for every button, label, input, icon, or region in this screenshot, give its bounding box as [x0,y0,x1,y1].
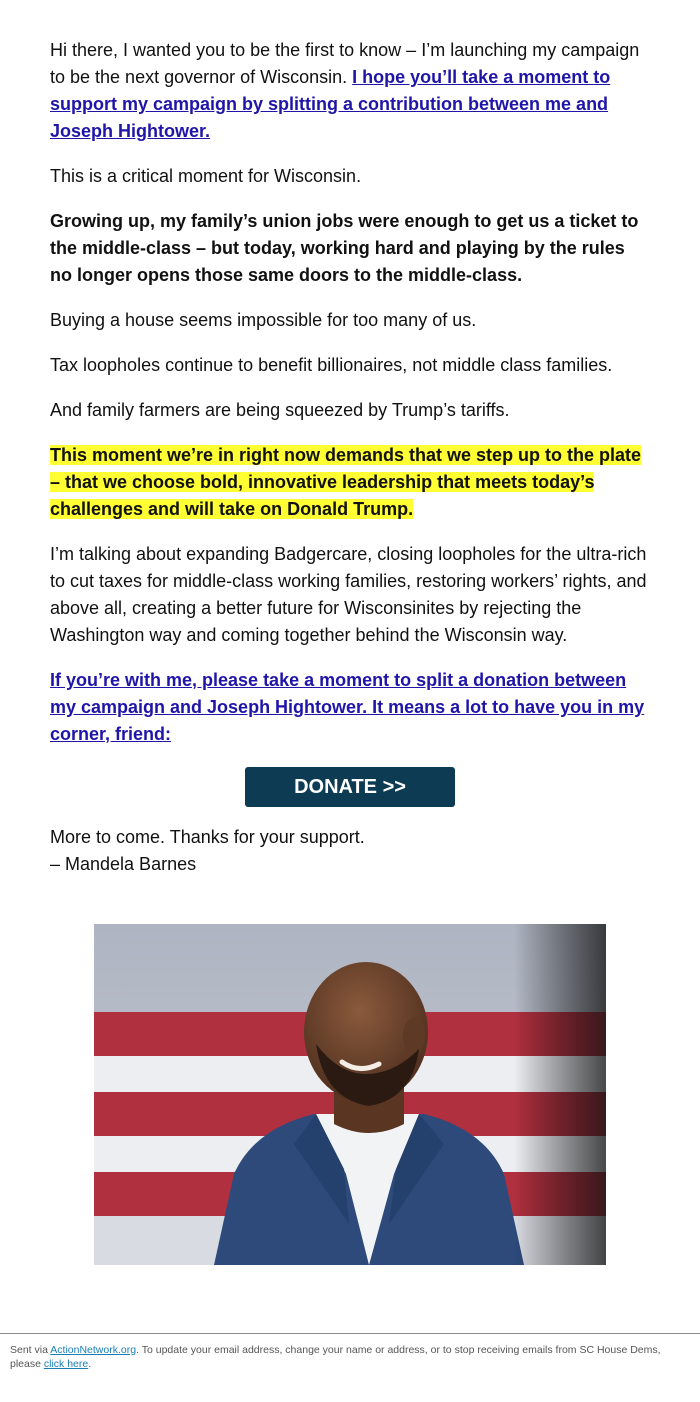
donate-button[interactable]: DONATE >> [245,767,455,807]
donate-button-container [245,767,455,807]
talking-paragraph: I’m talking about expanding Badgercare, closing loopholes for the ultra-rich to cut taxes for middle-class working families, restoring workers’ rights, and above all, creating a better future for Wisconsinites by rejecting the Washington way and coming together behind the Wisconsin way. [50,544,647,645]
candidate-photo [94,924,606,1265]
split-contribution-link[interactable]: I hope you’ll take a moment to support my campaign by splitting a contribution between me and Joseph Hightower. [50,67,611,141]
signoff-signature: – Mandela Barnes [50,854,197,874]
candidate-photo-illustration [94,924,606,1265]
farmers-paragraph: And family farmers are being squeezed by Trump’s tariffs. [50,400,510,420]
intro-paragraph [50,37,650,145]
growing-up-paragraph: Growing up, my family’s union jobs were enough to get us a ticket to the middle-class – but today, working hard and playing by the rules no longer opens those same doors to the middle-class. [50,211,639,285]
email-body [50,37,650,766]
split-donation-link[interactable]: If you’re with me, please take a moment to split a donation between my campaign and Joseph Hightower. It means a lot to have you in my corner, friend: [50,670,645,744]
signoff [50,824,650,878]
highlighted-text: This moment we’re in right now demands that we step up to the plate – that we choose bold, innovative leadership that meets today’s challenges and will take on Donald Trump. [50,445,642,519]
actionnetwork-link[interactable]: ActionNetwork.org [50,1344,137,1356]
intro-text: Hi there, I wanted you to be the first to know – I’m launching my campaign to be the next governor of Wisconsin. [50,40,640,87]
house-paragraph: Buying a house seems impossible for too many of us. [50,310,477,330]
critical-paragraph: This is a critical moment for Wisconsin. [50,166,362,186]
footer-prefix: Sent via [10,1344,51,1356]
footer-divider [0,1333,700,1334]
signoff-thanks: More to come. Thanks for your support. [50,827,365,847]
unsubscribe-link[interactable]: click here [43,1358,89,1370]
footer-suffix: . [88,1358,92,1370]
footer-middle: . To update your email address, change your name or address, or to stop receiving emails from SC House Dems, please [10,1344,661,1370]
highlight-paragraph [50,442,650,523]
footer [10,1343,670,1371]
cta-paragraph [50,667,650,748]
tax-paragraph: Tax loopholes continue to benefit billionaires, not middle class families. [50,355,613,375]
